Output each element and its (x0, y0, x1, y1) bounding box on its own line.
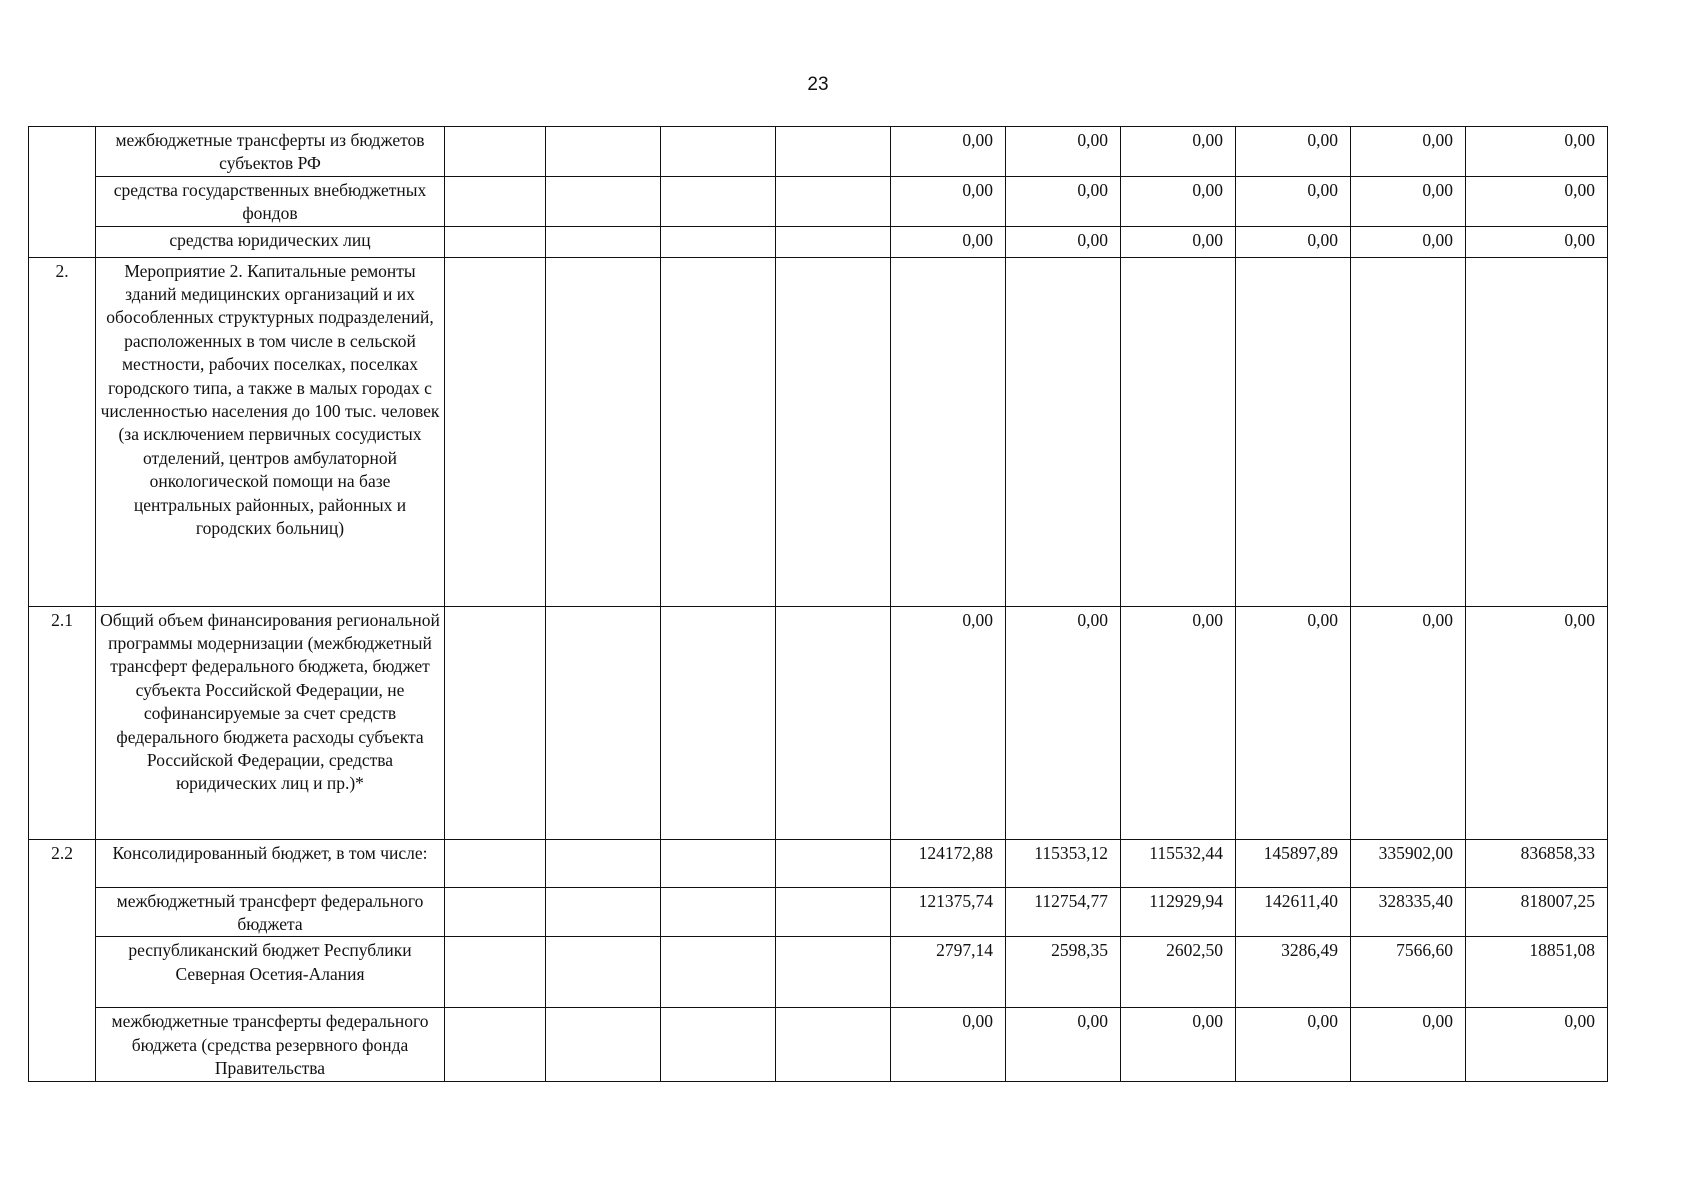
row-description: Общий объем финансирования региональной программы модернизации (межбюджетный трансферт федерального бюджета, бюджет субъекта Российской Федерации, не софинансируемые за счет средств федерального бюджета расходы субъекта Российской Федерации, средства юридических лиц и пр.)* (96, 606, 445, 839)
empty-cell (661, 887, 776, 937)
row-description: республиканский бюджет Республики Северная Осетия-Алания (96, 937, 445, 1008)
row-number-cell (29, 127, 96, 177)
row-description: межбюджетные трансферты федерального бюджета (средства резервного фонда Правительства (96, 1008, 445, 1081)
value-cell: 0,00 (1236, 226, 1351, 257)
value-cell: 0,00 (891, 226, 1006, 257)
table-row (29, 1008, 1608, 1081)
value-cell: 0,00 (891, 1008, 1006, 1081)
value-cell: 0,00 (1351, 226, 1466, 257)
value-cell: 18851,08 (1466, 937, 1608, 1008)
value-cell (1466, 257, 1608, 606)
empty-cell (776, 606, 891, 839)
empty-cell (776, 176, 891, 226)
empty-cell (445, 887, 546, 937)
financing-table (28, 126, 1608, 1082)
empty-cell (546, 1008, 661, 1081)
row-number-cell (29, 176, 96, 226)
row-number-cell: 2.1 (29, 606, 96, 839)
empty-cell (661, 257, 776, 606)
row-number-cell (29, 937, 96, 1008)
value-cell: 124172,88 (891, 839, 1006, 887)
value-cell: 0,00 (891, 127, 1006, 177)
value-cell: 0,00 (1121, 1008, 1236, 1081)
empty-cell (776, 1008, 891, 1081)
row-number-cell (29, 226, 96, 257)
empty-cell (445, 1008, 546, 1081)
table-row (29, 937, 1608, 1008)
value-cell: 836858,33 (1466, 839, 1608, 887)
empty-cell (546, 839, 661, 887)
row-description: Консолидированный бюджет, в том числе: (96, 839, 445, 887)
empty-cell (546, 606, 661, 839)
empty-cell (546, 226, 661, 257)
value-cell: 121375,74 (891, 887, 1006, 937)
row-description: межбюджетный трансферт федерального бюджета (96, 887, 445, 937)
value-cell: 0,00 (1236, 606, 1351, 839)
value-cell: 0,00 (1466, 127, 1608, 177)
value-cell: 0,00 (1236, 176, 1351, 226)
value-cell (891, 257, 1006, 606)
value-cell: 0,00 (1351, 1008, 1466, 1081)
value-cell: 0,00 (1466, 1008, 1608, 1081)
value-cell: 0,00 (1351, 127, 1466, 177)
value-cell (1121, 257, 1236, 606)
empty-cell (546, 176, 661, 226)
value-cell: 0,00 (1121, 127, 1236, 177)
empty-cell (445, 937, 546, 1008)
value-cell: 2797,14 (891, 937, 1006, 1008)
row-description: межбюджетные трансферты из бюджетов субъектов РФ (96, 127, 445, 177)
value-cell: 0,00 (891, 606, 1006, 839)
value-cell: 0,00 (1006, 1008, 1121, 1081)
value-cell: 818007,25 (1466, 887, 1608, 937)
value-cell: 145897,89 (1236, 839, 1351, 887)
empty-cell (776, 839, 891, 887)
empty-cell (445, 606, 546, 839)
value-cell: 0,00 (1236, 1008, 1351, 1081)
empty-cell (776, 887, 891, 937)
value-cell: 112929,94 (1121, 887, 1236, 937)
row-number-cell (29, 887, 96, 937)
value-cell: 0,00 (1006, 226, 1121, 257)
value-cell: 115532,44 (1121, 839, 1236, 887)
value-cell: 7566,60 (1351, 937, 1466, 1008)
value-cell: 0,00 (1006, 127, 1121, 177)
value-cell: 328335,40 (1351, 887, 1466, 937)
empty-cell (546, 257, 661, 606)
row-number-cell (29, 1008, 96, 1081)
row-number-cell: 2.2 (29, 839, 96, 887)
value-cell (1006, 257, 1121, 606)
value-cell: 112754,77 (1006, 887, 1121, 937)
value-cell: 0,00 (1006, 176, 1121, 226)
row-description: Мероприятие 2. Капитальные ремонты зданий медицинских организаций и их обособленных структурных подразделений, расположенных в том числе в сельской местности, рабочих поселках, поселках городского типа, а также в малых городах с численностью населения до 100 тыс. человек (за исключением первичных сосудистых отделений, центров амбулаторной онкологической помощи на базе центральных районных, районных и городских больниц) (96, 257, 445, 606)
value-cell: 2602,50 (1121, 937, 1236, 1008)
value-cell: 0,00 (1466, 606, 1608, 839)
empty-cell (661, 1008, 776, 1081)
empty-cell (546, 937, 661, 1008)
row-number-cell: 2. (29, 257, 96, 606)
value-cell: 0,00 (1236, 127, 1351, 177)
table-row (29, 257, 1608, 606)
empty-cell (661, 839, 776, 887)
value-cell: 2598,35 (1006, 937, 1121, 1008)
empty-cell (661, 226, 776, 257)
empty-cell (445, 176, 546, 226)
value-cell: 0,00 (1121, 176, 1236, 226)
page-number: 23 (807, 74, 829, 95)
empty-cell (546, 127, 661, 177)
value-cell: 0,00 (1466, 176, 1608, 226)
table-row (29, 226, 1608, 257)
value-cell: 115353,12 (1006, 839, 1121, 887)
value-cell (1351, 257, 1466, 606)
empty-cell (776, 127, 891, 177)
table-row (29, 127, 1608, 177)
value-cell: 0,00 (1006, 606, 1121, 839)
row-description: средства государственных внебюджетных фондов (96, 176, 445, 226)
value-cell: 0,00 (1351, 176, 1466, 226)
empty-cell (776, 257, 891, 606)
empty-cell (661, 606, 776, 839)
row-description: средства юридических лиц (96, 226, 445, 257)
empty-cell (546, 887, 661, 937)
value-cell: 3286,49 (1236, 937, 1351, 1008)
value-cell: 335902,00 (1351, 839, 1466, 887)
table-row (29, 887, 1608, 937)
empty-cell (445, 226, 546, 257)
empty-cell (445, 257, 546, 606)
value-cell: 0,00 (891, 176, 1006, 226)
empty-cell (661, 937, 776, 1008)
empty-cell (776, 937, 891, 1008)
table-row (29, 606, 1608, 839)
empty-cell (661, 176, 776, 226)
value-cell: 0,00 (1466, 226, 1608, 257)
table-row (29, 839, 1608, 887)
empty-cell (445, 127, 546, 177)
empty-cell (661, 127, 776, 177)
value-cell: 0,00 (1121, 226, 1236, 257)
table-row (29, 176, 1608, 226)
value-cell (1236, 257, 1351, 606)
value-cell: 142611,40 (1236, 887, 1351, 937)
value-cell: 0,00 (1121, 606, 1236, 839)
empty-cell (445, 839, 546, 887)
empty-cell (776, 226, 891, 257)
value-cell: 0,00 (1351, 606, 1466, 839)
